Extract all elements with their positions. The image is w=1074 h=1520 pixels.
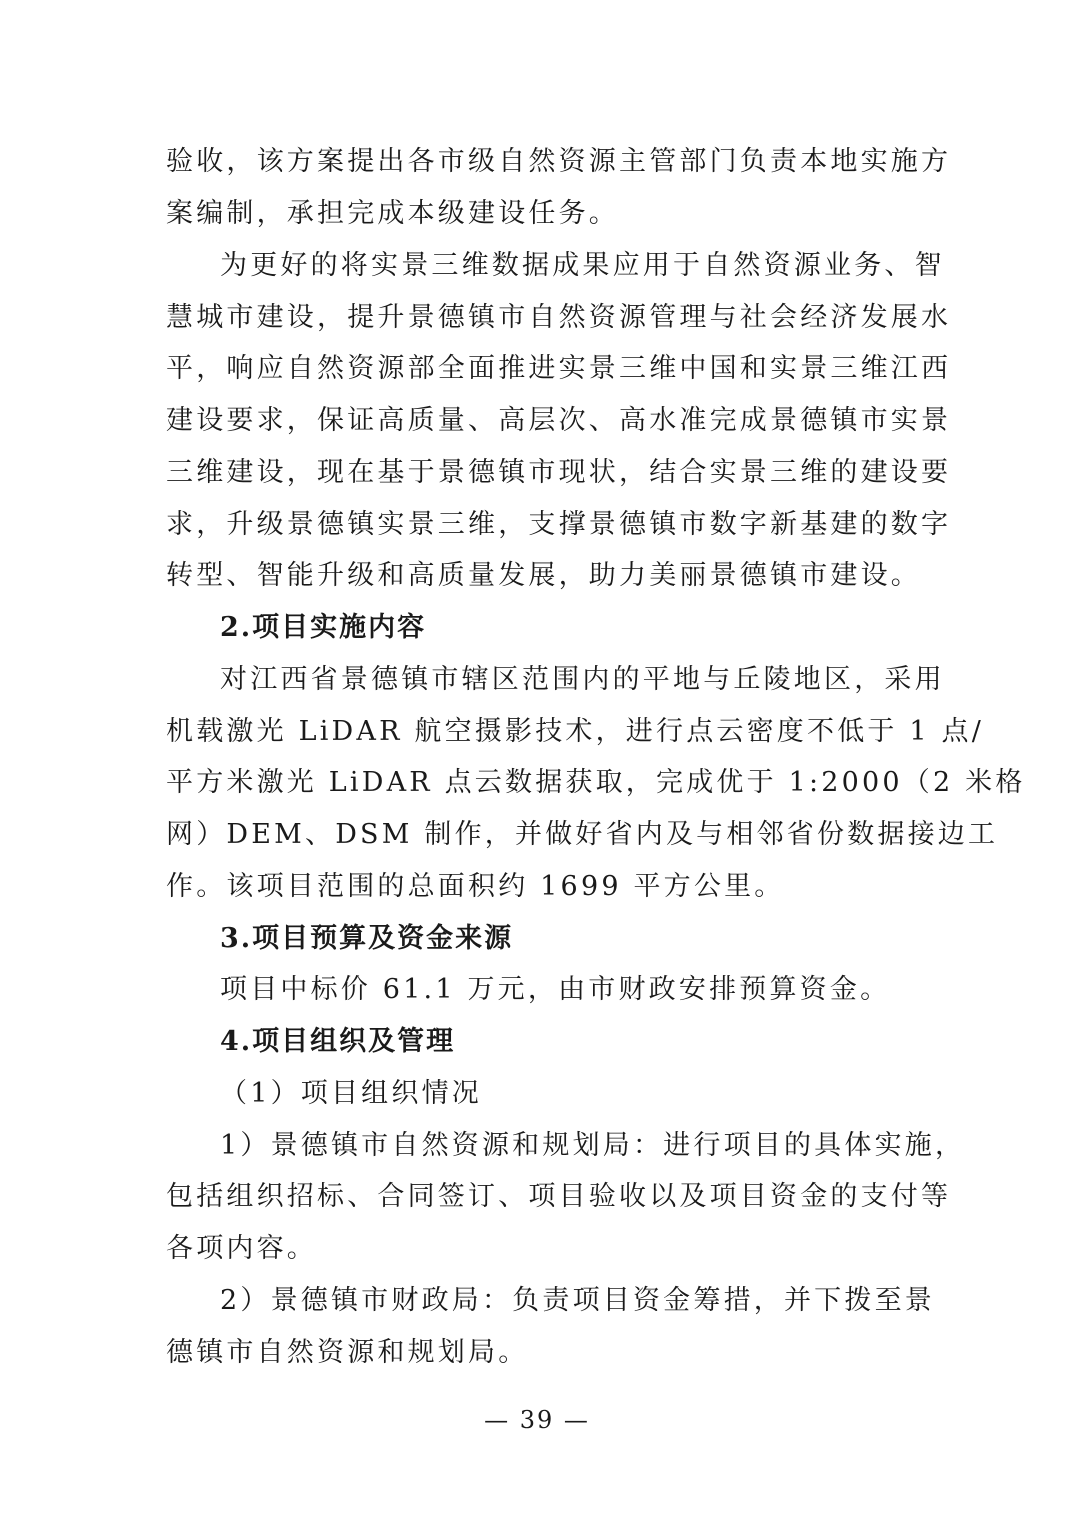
body-line-23: 2）景德镇市财政局：负责项目资金筹措，并下拨至景 — [220, 1285, 935, 1316]
body-line-12: 机载激光 LiDAR 航空摄影技术，进行点云密度不低于 1 点/ — [166, 716, 985, 747]
subsection-heading-1: （1）项目组织情况 — [220, 1078, 482, 1109]
body-line-4: 慧城市建设，提升景德镇市自然资源管理与社会经济发展水 — [166, 302, 952, 333]
body-line-9: 转型、智能升级和高质量发展，助力美丽景德镇市建设。 — [166, 560, 921, 591]
body-line-14: 网）DEM、DSM 制作，并做好省内及与相邻省份数据接边工 — [166, 819, 999, 850]
body-line-1: 验收，该方案提出各市级自然资源主管部门负责本地实施方 — [166, 146, 952, 177]
body-line-8: 求，升级景德镇实景三维，支撑景德镇市数字新基建的数字 — [166, 509, 952, 540]
body-line-22: 各项内容。 — [166, 1233, 317, 1264]
section-heading-4: 4.项目组织及管理 — [220, 1026, 456, 1057]
body-line-2: 案编制，承担完成本级建设任务。 — [166, 198, 619, 229]
body-line-20: 1）景德镇市自然资源和规划局：进行项目的具体实施， — [220, 1130, 966, 1161]
body-line-13: 平方米激光 LiDAR 点云数据获取，完成优于 1:2000（2 米格 — [166, 767, 1026, 798]
page-number: — 39 — — [484, 1406, 590, 1434]
body-line-15: 作。该项目范围的总面积约 1699 平方公里。 — [166, 871, 785, 902]
body-line-11: 对江西省景德镇市辖区范围内的平地与丘陵地区，采用 — [220, 664, 945, 695]
body-line-24: 德镇市自然资源和规划局。 — [166, 1337, 529, 1368]
body-line-21: 包括组织招标、合同签订、项目验收以及项目资金的支付等 — [166, 1181, 952, 1212]
body-line-5: 平，响应自然资源部全面推进实景三维中国和实景三维江西 — [166, 353, 952, 384]
body-line-17: 项目中标价 61.1 万元，由市财政安排预算资金。 — [220, 974, 891, 1005]
body-line-7: 三维建设，现在基于景德镇市现状，结合实景三维的建设要 — [166, 457, 952, 488]
section-heading-3: 3.项目预算及资金来源 — [220, 923, 514, 954]
body-line-6: 建设要求，保证高质量、高层次、高水准完成景德镇市实景 — [166, 405, 952, 436]
section-heading-2: 2.项目实施内容 — [220, 612, 427, 643]
body-line-3: 为更好的将实景三维数据成果应用于自然资源业务、智 — [220, 250, 945, 281]
